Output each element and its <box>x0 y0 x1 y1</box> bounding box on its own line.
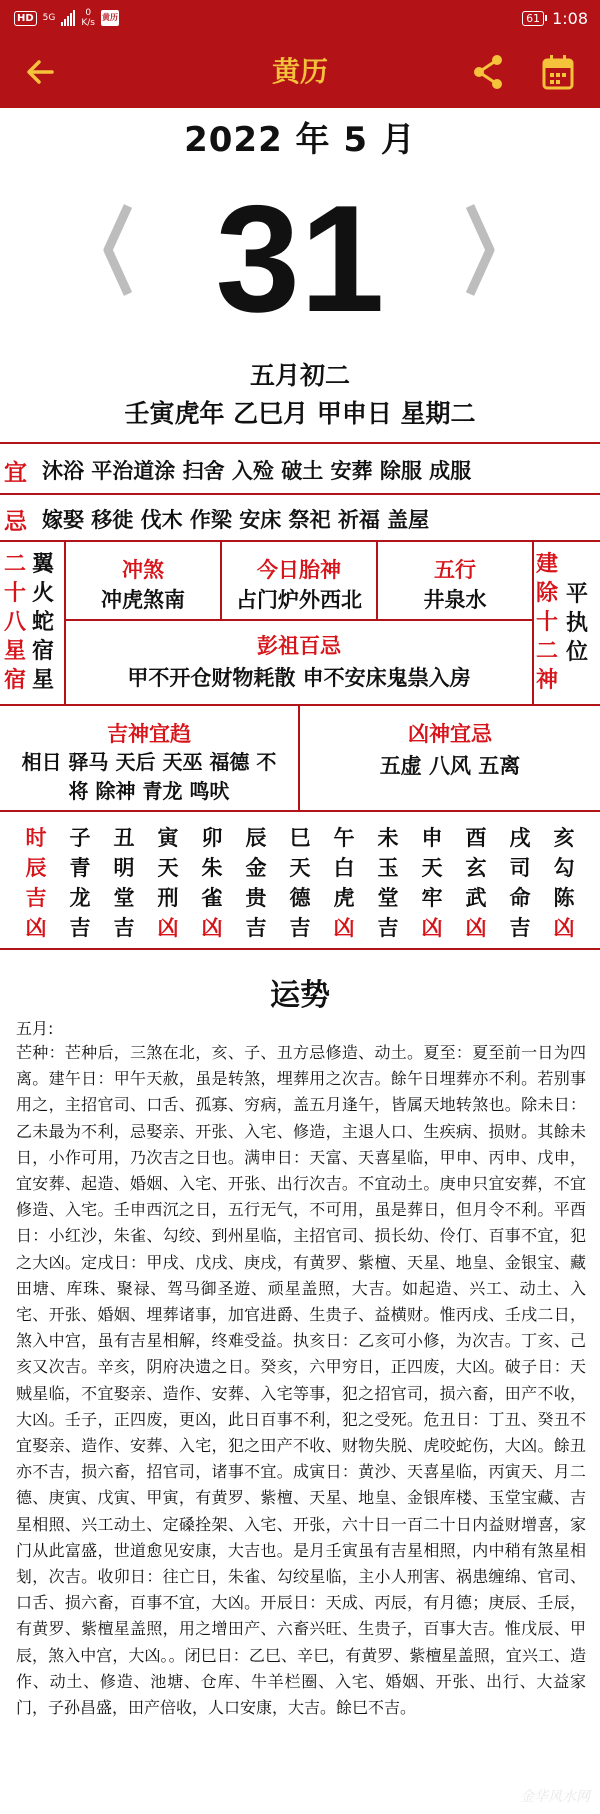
divider <box>0 540 600 542</box>
hour-cell: 凶 <box>465 916 487 940</box>
hour-cell: 青 <box>69 856 91 880</box>
hour-row-label: 吉 <box>25 886 47 910</box>
app-notification-icon: 黄历 <box>101 10 119 26</box>
hour-cell: 龙 <box>69 886 91 910</box>
taishen-value: 占门炉外西北 <box>236 588 362 612</box>
speed-unit: K/s <box>81 18 95 28</box>
hour-cell: 陈 <box>553 886 575 910</box>
yi-items: 沐浴 平治道涂 扫舍 入殓 破土 安葬 除服 成服 <box>42 459 472 483</box>
clock: 1:08 <box>552 8 588 28</box>
hour-cell: 丑 <box>113 826 135 850</box>
app-title: 黄历 <box>271 55 328 88</box>
hour-row-label: 时 <box>25 826 47 850</box>
hour-cell: 刑 <box>157 886 179 910</box>
fortune-heading: 五月: <box>16 1019 54 1038</box>
hour-cell: 明 <box>113 856 135 880</box>
hour-cell: 司 <box>509 856 531 880</box>
hour-cell: 牢 <box>421 886 443 910</box>
hour-row-star-bottom <box>14 882 586 912</box>
hour-cell: 吉 <box>113 916 135 940</box>
app-bar <box>0 36 600 108</box>
network-speed <box>81 8 95 28</box>
hour-cell: 天 <box>157 856 179 880</box>
hour-cell: 巳 <box>289 826 311 850</box>
jianchu-label: 建 除 十 二 神 <box>535 552 558 693</box>
jishen-value <box>0 748 298 806</box>
hour-cell: 贵 <box>245 886 267 910</box>
hour-cell: 亥 <box>553 826 575 850</box>
hour-cell: 申 <box>421 826 443 850</box>
hour-cell: 子 <box>69 826 91 850</box>
hour-cell: 金 <box>245 856 267 880</box>
hour-cell: 凶 <box>553 916 575 940</box>
hour-cell: 吉 <box>245 916 267 940</box>
wuxing-value: 井泉水 <box>423 588 487 612</box>
hour-cell: 堂 <box>113 886 135 910</box>
hour-cell: 武 <box>465 886 487 910</box>
jishen-title: 吉神宜趋 <box>107 722 191 746</box>
hour-cell: 凶 <box>201 916 223 940</box>
ji-label: 忌 <box>4 509 27 535</box>
hour-cell: 凶 <box>157 916 179 940</box>
hour-cell: 寅 <box>157 826 179 850</box>
pengzu-title: 彭祖百忌 <box>257 634 341 658</box>
signal-icon <box>61 10 75 26</box>
hour-cell: 白 <box>333 856 355 880</box>
prev-day-arrow-icon[interactable] <box>96 200 136 300</box>
mansion-value: 翼 火 蛇 宿 星 <box>31 552 54 693</box>
hour-cell: 天 <box>421 856 443 880</box>
hour-row-star-top <box>14 852 586 882</box>
xiongshen-value: 五虚 八风 五离 <box>379 754 521 778</box>
day-number: 31 <box>215 174 385 344</box>
divider <box>0 493 600 495</box>
jishen-line-1: 相日 驿马 天后 天巫 福德 不 <box>21 750 277 774</box>
speed-value: 0 <box>85 8 92 18</box>
battery-icon: 61 <box>522 11 544 26</box>
divider <box>64 619 534 621</box>
hour-cell: 凶 <box>421 916 443 940</box>
pengzu-value: 甲不开仓财物耗散 申不安床鬼祟入房 <box>127 666 471 690</box>
status-right <box>522 4 588 32</box>
fortune-title: 运势 <box>270 978 330 1013</box>
chongsha-value: 冲虎煞南 <box>101 588 185 612</box>
share-icon[interactable] <box>470 52 506 92</box>
hour-cell: 卯 <box>201 826 223 850</box>
hour-cell: 玉 <box>377 856 399 880</box>
next-day-arrow-icon[interactable] <box>462 200 502 300</box>
hour-row-label: 凶 <box>25 916 47 940</box>
hd-badge: HD <box>14 11 37 26</box>
wuxing-title: 五行 <box>434 558 476 582</box>
hour-cell: 吉 <box>289 916 311 940</box>
hour-cell: 雀 <box>201 886 223 910</box>
calendar-icon[interactable] <box>540 52 576 92</box>
jishen-line-2: 将 除神 青龙 鸣吠 <box>68 779 230 803</box>
hour-cell: 吉 <box>69 916 91 940</box>
xiongshen-title: 凶神宜忌 <box>408 722 492 746</box>
divider <box>0 442 600 444</box>
hour-cell: 辰 <box>245 826 267 850</box>
divider <box>0 810 600 812</box>
hour-cell: 朱 <box>201 856 223 880</box>
hour-grid <box>14 822 586 942</box>
network-type: 5G <box>42 13 56 23</box>
hour-cell: 未 <box>377 826 399 850</box>
status-bar <box>0 0 600 36</box>
status-left <box>14 4 119 32</box>
hour-cell: 勾 <box>553 856 575 880</box>
jianchu-value: 平 执 位 <box>565 582 588 665</box>
lunar-date: 五月初二 <box>249 361 350 390</box>
hour-row-luck <box>14 912 586 942</box>
hour-cell: 命 <box>509 886 531 910</box>
taishen-title: 今日胎神 <box>257 558 341 582</box>
ji-items: 嫁娶 移徙 伐木 作梁 安床 祭祀 祈福 盖屋 <box>42 508 430 532</box>
hour-cell: 天 <box>289 856 311 880</box>
ganzhi-date: 壬寅虎年 乙巳月 甲申日 星期二 <box>124 399 476 428</box>
hour-cell: 吉 <box>377 916 399 940</box>
hour-cell: 吉 <box>509 916 531 940</box>
chongsha-title: 冲煞 <box>122 558 164 582</box>
divider <box>0 704 600 706</box>
divider <box>0 948 600 950</box>
hour-cell: 凶 <box>333 916 355 940</box>
hour-cell: 午 <box>333 826 355 850</box>
hour-cell: 虎 <box>333 886 355 910</box>
hour-cell: 戌 <box>509 826 531 850</box>
hour-cell: 德 <box>289 886 311 910</box>
hour-cell: 堂 <box>377 886 399 910</box>
yi-label: 宜 <box>4 460 27 486</box>
mansion-label: 二 十 八 星 宿 <box>3 552 26 693</box>
watermark: 金华风水网 <box>520 1789 590 1805</box>
fortune-body: 芒种：芒种后，三煞在北，亥、子、丑方忌修造、动土。夏至：夏至前一日为四离。建午日：甲午天赦，虽是转煞，埋葬用之次吉。餘午日埋葬亦不利。若别事用之，主招官司、口舌、孤寡、穷病，盖五月逢午，皆属天地转煞也。除未日：乙未最为不利，忌娶亲、开张、入宅、修造，主退人口、生疾病、损财。其餘未日，小作可用，乃次吉之日也。满申日：天富、天喜星临，甲申、丙申、戊申，宜安葬、起造、婚姻、入宅、开张、出行次吉。不宜动土。庚申只宜安葬，不宜修造、入宅。壬申西沉之日，五行无气，不可用，虽是葬日，但月令不利。平酉日：小红沙，朱雀、勾绞、到州星临，主招官司、损长幼、伶仃、百事不宜，犯之大凶。定戌日：甲戌、戊戌、庚戌，有黄罗、紫檀、天星、地皇、金银宝、藏田塘、库珠、聚禄、驾马御圣遊、顽星盖照，大吉。如起造、兴工、动土、入宅、开张、婚姻、埋葬诸事，加官进爵、生贵子、益横财。惟丙戌、壬戌二日，煞入中宫，虽有吉星相解，终难受益。执亥日：乙亥可小修，为次吉。丁亥、己亥又次吉。辛亥，阴府决遗之日。癸亥，六甲穷日，正四废，大凶。破子日：天贼星临，不宜娶亲、造作、安葬、入宅等事，犯之招官司，损六畜，田产不收，大凶。壬子，正四废，更凶，此日百事不利，犯之受死。危丑日：丁丑、癸丑不宜娶亲、造作、安葬、入宅，犯之田产不收、财物失脱、虎咬蛇伤，大凶。餘丑亦不吉，损六畜，招官司，诸事不宜。成寅日：黄沙、天喜星临，丙寅天、月二德、庚寅、戊寅、甲寅，有黄罗、紫檀、天星、地皇、金银库楼、玉堂宝藏、吉星相照、兴工动土、定磉拴架、入宅、开张，六十日一百二十日内益财增喜，家门从此富盛，世道愈见安康，大吉也。是月壬寅虽有吉星相照，内中稍有煞星相刬，次吉。收卯日：往亡日，朱雀、勾绞星临，主小人刑害、祸患缠绵、官司、口舌、损六畜，百事不宜，大凶。开辰日：天成、丙辰，有月德；庚辰、壬辰，有黄罗、紫檀星盖照，用之增田产、六畜兴旺、生贵子，百事大吉。惟戊辰、甲辰，煞入中宫，大凶。。闭巳日：乙巳、辛巳，有黄罗、紫檀星盖照，宜兴工、造作、动土、修造、池塘、仓库、牛羊栏圈、入宅、婚姻、开张、出行、大益家门，子孙昌盛，田产倍收，人口安康，大吉。餘巳不吉。 <box>16 1043 586 1718</box>
hour-row-label: 辰 <box>25 856 47 880</box>
year-month-title[interactable]: 2022 年 5 月 <box>184 120 416 160</box>
hour-cell: 酉 <box>465 826 487 850</box>
hour-cell: 玄 <box>465 856 487 880</box>
hour-row-branch <box>14 822 586 852</box>
